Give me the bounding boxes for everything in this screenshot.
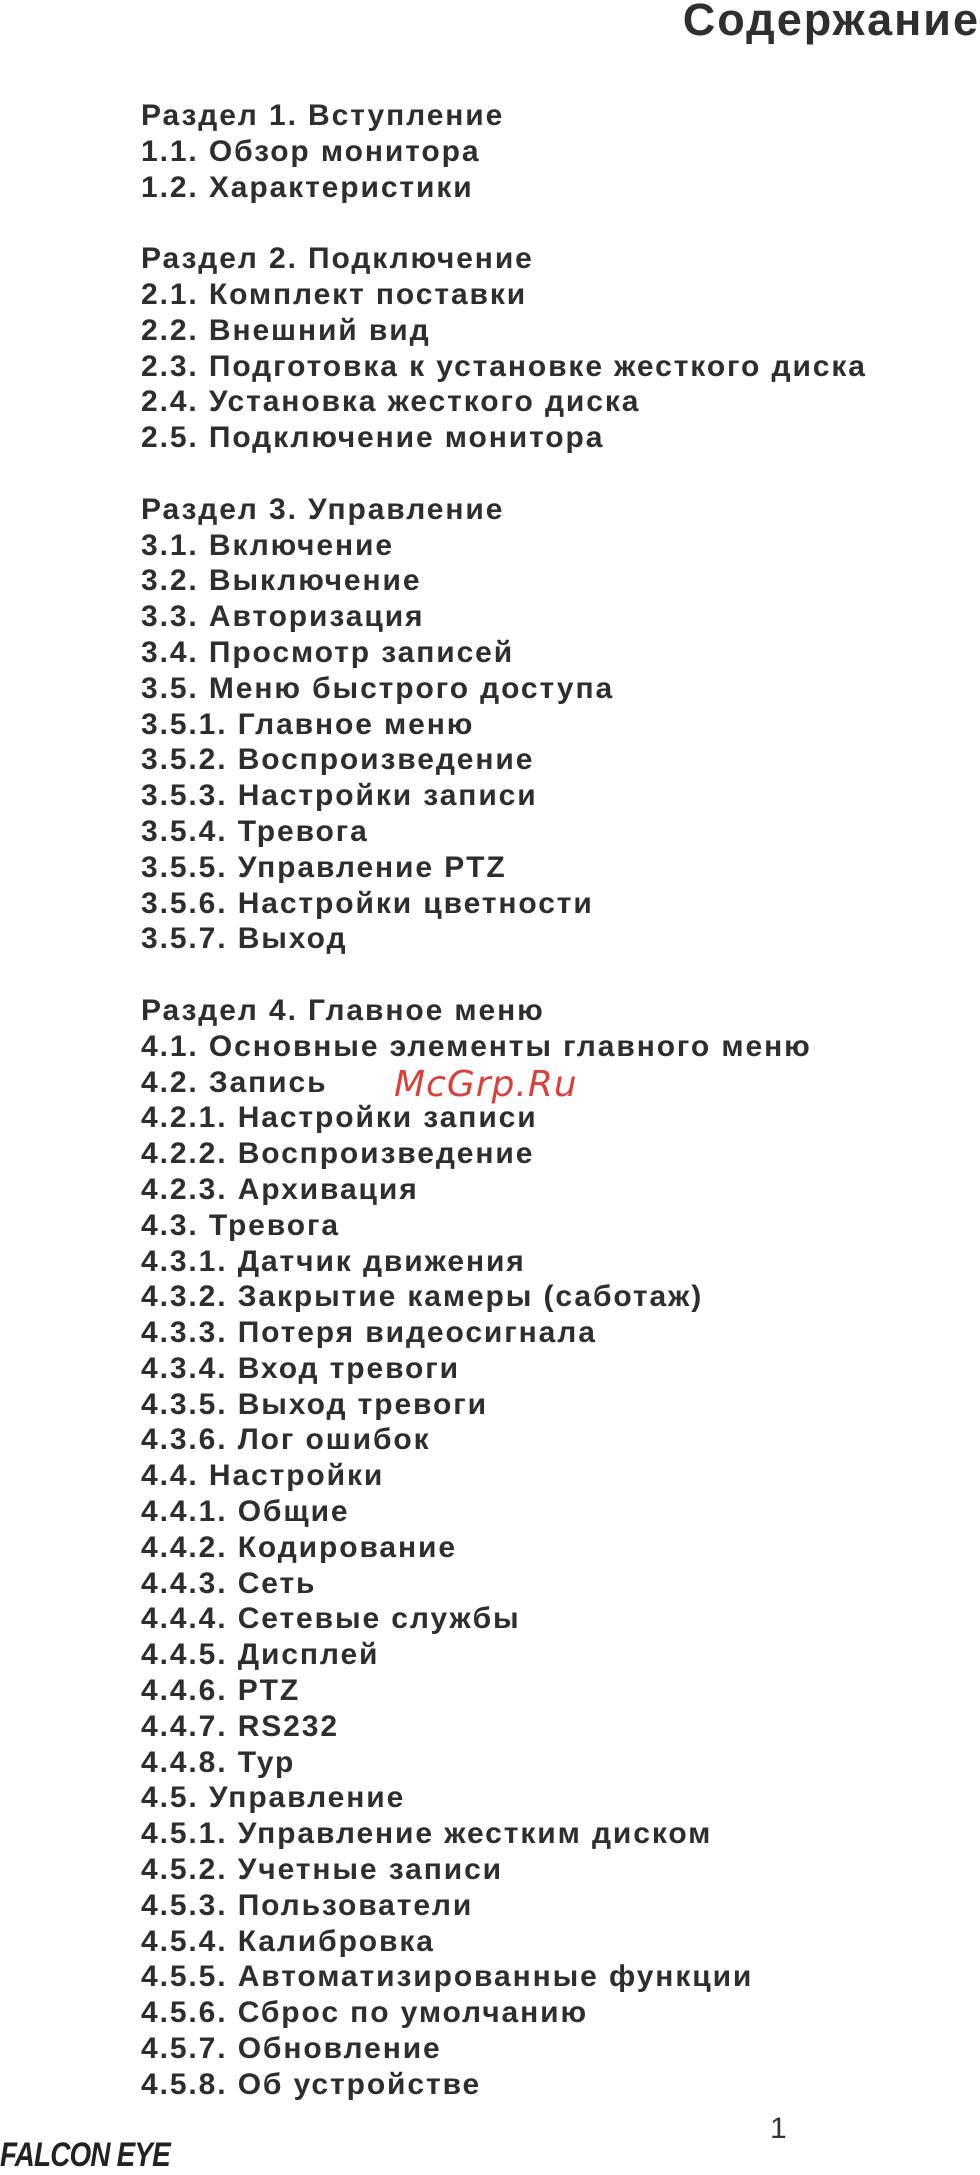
toc-entry: 4.2. Запись (141, 1065, 328, 1099)
toc-section (141, 492, 941, 957)
toc-entry: 4.3.6. Лог ошибок (141, 1423, 431, 1457)
toc-section (141, 993, 941, 2103)
toc-entry: 4.5.7. Обновление (141, 2032, 442, 2066)
toc-section (141, 241, 941, 456)
toc-entry: 4.4.4. Сетевые службы (141, 1602, 521, 1636)
page-title: Содержание (682, 0, 980, 45)
toc-entry: 4.2.3. Архивация (141, 1172, 419, 1206)
toc-entry: 4.5.6. Сброс по умолчанию (141, 1996, 589, 2030)
toc-entry: 3.5.1. Главное меню (141, 707, 475, 741)
toc-entry: 4.3.3. Потеря видеосигнала (141, 1316, 597, 1350)
toc-entry: 4.3. Тревога (141, 1208, 340, 1242)
toc-entry: 4.5.5. Автоматизированные функции (141, 1960, 754, 1994)
toc-entry: 4.4. Настройки (141, 1459, 385, 1493)
toc-entry: 4.5.8. Об устройстве (141, 2067, 482, 2101)
brand-logo: FALCON EYE (0, 2136, 170, 2174)
toc-entry: 4.5.2. Учетные записи (141, 1853, 504, 1887)
toc-entry: 4.3.1. Датчик движения (141, 1244, 526, 1278)
watermark-text: McGrp.Ru (394, 1064, 578, 1105)
toc-entry: 2.5. Подключение монитора (141, 421, 605, 455)
toc-entry: 4.3.4. Вход тревоги (141, 1351, 461, 1385)
toc-entry: 3.5. Меню быстрого доступа (141, 671, 615, 705)
toc-entry: 2.1. Комплект поставки (141, 277, 528, 311)
toc-entry: 3.5.3. Настройки записи (141, 779, 538, 813)
toc-entry: 1.2. Характеристики (141, 170, 474, 204)
toc-entry: 4.4.1. Общие (141, 1495, 350, 1529)
toc-entry: 3.3. Авторизация (141, 600, 425, 634)
toc-entry: 3.5.4. Тревога (141, 814, 369, 848)
toc-entry: 4.4.3. Сеть (141, 1566, 317, 1600)
page-number: 1 (770, 2112, 787, 2145)
toc-entry: 2.2. Внешний вид (141, 313, 431, 347)
table-of-contents (141, 98, 941, 2138)
toc-entry: 4.2.1. Настройки записи (141, 1101, 538, 1135)
toc-entry: 3.5.5. Управление PTZ (141, 850, 507, 884)
toc-entry: 4.5. Управление (141, 1781, 406, 1815)
toc-entry: 3.4. Просмотр записей (141, 635, 515, 669)
toc-entry: 4.5.3. Пользователи (141, 1888, 474, 1922)
toc-entry: 4.4.2. Кодирование (141, 1530, 457, 1564)
toc-section-heading: Раздел 2. Подключение (141, 242, 534, 276)
toc-section-heading: Раздел 3. Управление (141, 492, 505, 526)
toc-section-heading: Раздел 4. Главное меню (141, 993, 545, 1027)
toc-section-heading: Раздел 1. Вступление (141, 99, 505, 132)
toc-entry: 3.5.7. Выход (141, 922, 348, 956)
toc-section (141, 98, 941, 205)
toc-entry: 4.4.6. PTZ (141, 1674, 301, 1708)
toc-entry: 4.3.5. Выход тревоги (141, 1387, 488, 1421)
toc-entry: 4.3.2. Закрытие камеры (саботаж) (141, 1280, 704, 1314)
toc-entry: 1.1. Обзор монитора (141, 134, 481, 168)
toc-entry: 3.1. Включение (141, 528, 394, 562)
toc-entry: 3.2. Выключение (141, 564, 422, 598)
toc-entry: 4.4.8. Тур (141, 1745, 296, 1779)
toc-entry: 2.3. Подготовка к установке жесткого диска (141, 349, 867, 383)
toc-entry: 2.4. Установка жесткого диска (141, 385, 641, 419)
toc-entry: 3.5.2. Воспроизведение (141, 743, 535, 777)
toc-entry: 4.1. Основные элементы главного меню (141, 1029, 812, 1063)
toc-entry: 4.5.4. Калибровка (141, 1924, 435, 1958)
toc-entry: 4.2.2. Воспроизведение (141, 1137, 535, 1171)
toc-entry: 4.5.1. Управление жестким диском (141, 1817, 713, 1851)
toc-entry: 3.5.6. Настройки цветности (141, 886, 594, 920)
toc-entry: 4.4.7. RS232 (141, 1709, 339, 1743)
toc-entry: 4.4.5. Дисплей (141, 1638, 380, 1672)
